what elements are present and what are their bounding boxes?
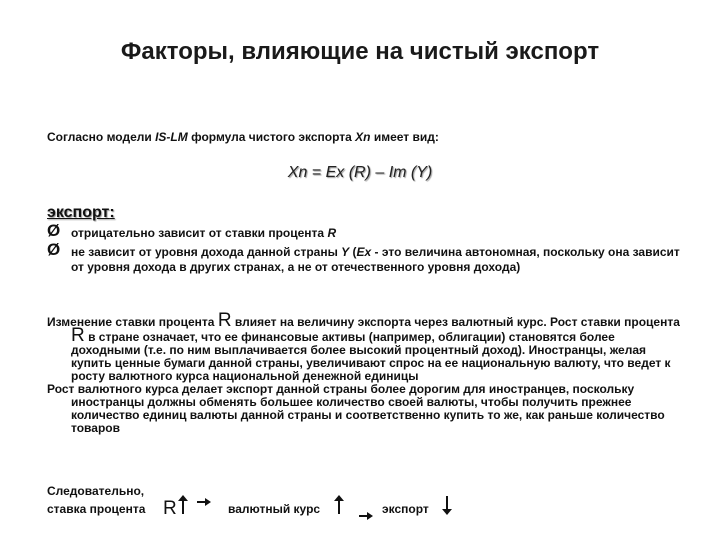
arrow-right-icon xyxy=(359,512,373,520)
export-label: экспорт xyxy=(382,502,429,516)
arrowhead-bullet-icon: Ø xyxy=(47,240,61,259)
para1-part1: Изменение ставки процента xyxy=(47,315,218,329)
causal-chain xyxy=(47,494,647,524)
export-heading-text: экспорт xyxy=(47,204,110,221)
bullet-2-part3: - это величина автономная, поскольку она зависит от уровня дохода в других странах, а не от отечественного уровня дохода) xyxy=(71,245,680,274)
intro-line xyxy=(47,130,439,144)
conclusion-label: Следовательно, xyxy=(47,484,145,498)
para1-part3: в стране означает, что ее финансовые активы (например, облигации) становятся более доходными (т.е. по ним выплачивается более высокий процентный доход). Иностранцы, желая купить ценные бумаги данной страны, увеличивают спрос на ее национальную валюту, что ведет к росту валютного курса национальной денежной единицы xyxy=(71,330,671,383)
intro-suffix: имеет вид: xyxy=(370,130,439,144)
intro-middle: формула чистого экспорта xyxy=(187,130,356,144)
intro-model: IS-LM xyxy=(155,130,188,144)
currency-label: валютный курс xyxy=(228,502,321,516)
arrow-down-icon xyxy=(441,495,453,515)
bullet-2-ex: Ex xyxy=(356,245,372,259)
bullet-item xyxy=(47,240,687,275)
rate-label: ставка процента xyxy=(47,502,146,516)
rate-symbol: R xyxy=(71,325,85,346)
intro-var: Xn xyxy=(355,130,371,144)
bullet-1-text: отрицательно зависит от ставки процента xyxy=(71,226,328,240)
arrow-up-icon xyxy=(177,495,189,515)
body-paragraphs xyxy=(47,310,687,435)
arrow-up-icon xyxy=(333,495,345,515)
bullet-2-part1: не зависит от уровня дохода данной страны xyxy=(71,245,342,259)
arrow-right-icon xyxy=(197,498,211,506)
paragraph-rate-effect xyxy=(47,310,687,383)
slide-title: Факторы, влияющие на чистый экспорт xyxy=(120,38,600,65)
export-heading xyxy=(47,204,115,222)
bullet-item xyxy=(47,221,687,241)
export-heading-colon: : xyxy=(109,204,115,221)
export-bullets xyxy=(47,221,687,279)
bullet-1-var: R xyxy=(327,226,337,240)
intro-prefix: Согласно модели xyxy=(47,130,156,144)
bullet-2-var: Y xyxy=(341,245,350,259)
bullet-2-part2: ( xyxy=(349,245,357,259)
rate-symbol: R xyxy=(217,310,232,331)
paragraph-currency-effect: Рост валютного курса делает экспорт данной страны более дорогим для иностранцев, поскольку иностранцы должны обменять большее количество своей валюты, чтобы получить прежнее количество единиц валюты данной страны и соответственно купить то же, как раньше количество товаров xyxy=(47,382,665,435)
arrowhead-bullet-icon: Ø xyxy=(47,221,61,240)
net-export-formula: Xn = Ex (R) – Im (Y) xyxy=(287,164,433,181)
rate-symbol: R xyxy=(163,498,177,519)
para1-part2: влияет на величину экспорта через валютный курс. Рост ставки процента xyxy=(231,315,680,329)
